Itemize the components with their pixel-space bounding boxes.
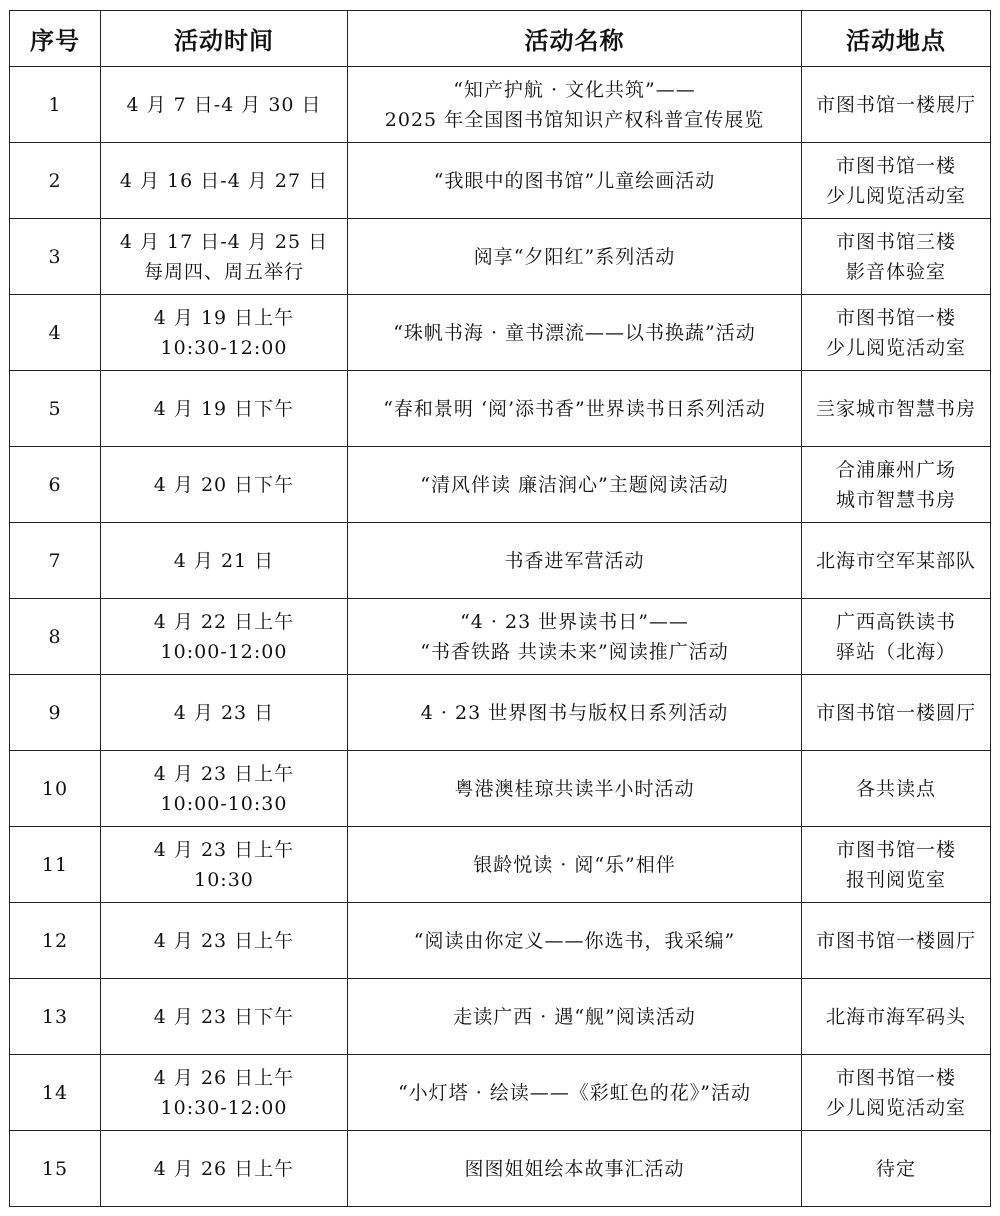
cell-activity-name-line: “我眼中的图书馆”儿童绘画活动 [433, 169, 716, 192]
cell-no: 4 [10, 295, 101, 371]
cell-place-line: 市图书馆三楼 [835, 230, 956, 253]
cell-activity-name-line: 4 · 23 世界图书与版权日系列活动 [420, 701, 729, 724]
cell-no: 9 [10, 675, 101, 751]
cell-place-line: 市图书馆一楼 [835, 838, 956, 861]
cell-no: 13 [10, 979, 101, 1055]
cell-time [101, 67, 348, 143]
cell-time [101, 295, 348, 371]
cell-activity-name-line: “春和景明 ‘阅’添书香”世界读书日系列活动 [383, 397, 766, 420]
cell-activity-name [348, 903, 802, 979]
cell-place-line: 待定 [875, 1157, 916, 1180]
header-row [10, 11, 991, 67]
cell-time-line: 4 月 19 日上午 [153, 306, 295, 329]
cell-place [802, 219, 991, 295]
cell-place-line: 影音体验室 [845, 260, 946, 283]
table-row [10, 523, 991, 599]
table-row [10, 1131, 991, 1207]
cell-time-line: 4 月 16 日-4 月 27 日 [119, 169, 329, 192]
cell-place-line: 北海市空军某部队 [815, 549, 976, 572]
cell-time-line: 4 月 23 日上午 [153, 929, 295, 952]
cell-time [101, 979, 348, 1055]
cell-place [802, 371, 991, 447]
cell-time-line: 4 月 7 日-4 月 30 日 [126, 93, 322, 116]
cell-time [101, 1131, 348, 1207]
table-row [10, 1055, 991, 1131]
cell-activity-name [348, 295, 802, 371]
cell-place-line: 少儿阅览活动室 [825, 184, 966, 207]
cell-activity-name-line: “书香铁路 共读未来”阅读推广活动 [420, 640, 729, 663]
cell-activity-name [348, 1055, 802, 1131]
table-row [10, 979, 991, 1055]
cell-no: 11 [10, 827, 101, 903]
cell-activity-name [348, 751, 802, 827]
cell-activity-name [348, 827, 802, 903]
cell-place-line: 驿站（北海） [835, 640, 956, 663]
cell-place-line: 市图书馆一楼 [835, 306, 956, 329]
cell-time-line: 4 月 23 日 [173, 701, 275, 724]
cell-activity-name-line: 2025 年全国图书馆知识产权科普宣传展览 [384, 108, 765, 131]
cell-no: 8 [10, 599, 101, 675]
cell-time-line: 4 月 20 日下午 [153, 473, 295, 496]
cell-time [101, 827, 348, 903]
cell-place [802, 751, 991, 827]
cell-time [101, 371, 348, 447]
cell-time-line: 4 月 26 日上午 [153, 1066, 295, 1089]
cell-activity-name [348, 599, 802, 675]
header-no: 序号 [10, 11, 101, 67]
cell-place-line: 亖家城市智慧书房 [815, 397, 976, 420]
cell-activity-name [348, 447, 802, 523]
cell-activity-name [348, 143, 802, 219]
cell-time-line: 10:00-12:00 [160, 640, 288, 663]
cell-time-line: 4 月 23 日上午 [153, 762, 295, 785]
cell-no: 7 [10, 523, 101, 599]
table-row [10, 371, 991, 447]
cell-place-line: 少儿阅览活动室 [825, 336, 966, 359]
cell-no: 6 [10, 447, 101, 523]
cell-place [802, 599, 991, 675]
cell-place-line: 市图书馆一楼 [835, 1066, 956, 1089]
cell-no: 10 [10, 751, 101, 827]
cell-place [802, 979, 991, 1055]
cell-time-line: 4 月 26 日上午 [153, 1157, 295, 1180]
header-time: 活动时间 [101, 11, 348, 67]
cell-no: 14 [10, 1055, 101, 1131]
cell-activity-name [348, 523, 802, 599]
cell-place-line: 市图书馆一楼 [835, 154, 956, 177]
cell-activity-name-line: “珠帆书海 · 童书漂流——以书换蔬”活动 [393, 321, 756, 344]
cell-place-line: 市图书馆一楼圆厅 [815, 701, 976, 724]
cell-time-line: 10:30-12:00 [160, 336, 288, 359]
cell-place [802, 1131, 991, 1207]
cell-place-line: 广西高铁读书 [835, 610, 956, 633]
table-row [10, 751, 991, 827]
cell-activity-name-line: 书香进军营活动 [504, 549, 645, 572]
cell-activity-name [348, 675, 802, 751]
cell-activity-name-line: 阅享“夕阳红”系列活动 [473, 245, 676, 268]
cell-place-line: 市图书馆一楼圆厅 [815, 929, 976, 952]
cell-place-line: 市图书馆一楼展厅 [815, 93, 976, 116]
cell-no: 5 [10, 371, 101, 447]
cell-place [802, 143, 991, 219]
cell-place-line: 各共读点 [855, 777, 936, 800]
cell-place [802, 67, 991, 143]
table-row [10, 903, 991, 979]
cell-time [101, 903, 348, 979]
cell-place-line: 报刊阅览室 [845, 868, 946, 891]
table-row [10, 447, 991, 523]
cell-activity-name-line: 粤港澳桂琼共读半小时活动 [454, 777, 695, 800]
cell-activity-name-line: 走读广西 · 遇“舰”阅读活动 [453, 1005, 696, 1028]
table-row [10, 67, 991, 143]
header-place: 活动地点 [802, 11, 991, 67]
table-row [10, 143, 991, 219]
table-row [10, 675, 991, 751]
cell-activity-name-line: “4 · 23 世界读书日”—— [460, 610, 689, 633]
cell-time-line: 4 月 19 日下午 [153, 397, 295, 420]
cell-place [802, 523, 991, 599]
cell-time [101, 675, 348, 751]
cell-place-line: 少儿阅览活动室 [825, 1096, 966, 1119]
cell-place [802, 1055, 991, 1131]
table-row [10, 219, 991, 295]
cell-place [802, 827, 991, 903]
cell-place [802, 447, 991, 523]
cell-time-line: 4 月 23 日上午 [153, 838, 295, 861]
cell-activity-name [348, 371, 802, 447]
cell-time [101, 447, 348, 523]
cell-no: 1 [10, 67, 101, 143]
cell-time-line: 10:30-12:00 [160, 1096, 288, 1119]
cell-place-line: 北海市海军码头 [825, 1005, 966, 1028]
cell-time-line: 4 月 22 日上午 [153, 610, 295, 633]
cell-time [101, 219, 348, 295]
cell-no: 12 [10, 903, 101, 979]
cell-time [101, 523, 348, 599]
cell-activity-name-line: “知产护航 · 文化共筑”—— [453, 78, 696, 101]
cell-time-line: 10:30 [194, 868, 254, 891]
cell-time-line: 4 月 21 日 [173, 549, 275, 572]
cell-no: 15 [10, 1131, 101, 1207]
cell-place [802, 675, 991, 751]
cell-activity-name-line: “小灯塔 · 绘读——《彩虹色的花》”活动 [397, 1081, 752, 1104]
cell-activity-name-line: “阅读由你定义——你选书，我采编” [413, 929, 736, 952]
cell-place-line: 合浦廉州广场 [835, 458, 956, 481]
cell-activity-name-line: 图图姐姐绘本故事汇活动 [464, 1157, 685, 1180]
cell-activity-name [348, 219, 802, 295]
cell-time [101, 751, 348, 827]
cell-place [802, 295, 991, 371]
cell-no: 3 [10, 219, 101, 295]
cell-place [802, 903, 991, 979]
cell-activity-name [348, 67, 802, 143]
cell-place-line: 城市智慧书房 [835, 488, 956, 511]
header-name: 活动名称 [348, 11, 802, 67]
activity-schedule-table [9, 10, 991, 1207]
cell-activity-name-line: 银龄悦读 · 阅“乐”相伴 [473, 853, 676, 876]
cell-time-line: 4 月 17 日-4 月 25 日 [119, 230, 329, 253]
table-row [10, 599, 991, 675]
table-row [10, 295, 991, 371]
cell-time-line: 4 月 23 日下午 [153, 1005, 295, 1028]
table-row [10, 827, 991, 903]
cell-no: 2 [10, 143, 101, 219]
cell-time [101, 1055, 348, 1131]
cell-activity-name [348, 979, 802, 1055]
cell-time-line: 每周四、周五举行 [143, 260, 304, 283]
cell-time [101, 143, 348, 219]
cell-activity-name-line: “清风伴读 廉洁润心”主题阅读活动 [420, 473, 729, 496]
cell-time-line: 10:00-10:30 [160, 792, 288, 815]
cell-activity-name [348, 1131, 802, 1207]
cell-time [101, 599, 348, 675]
